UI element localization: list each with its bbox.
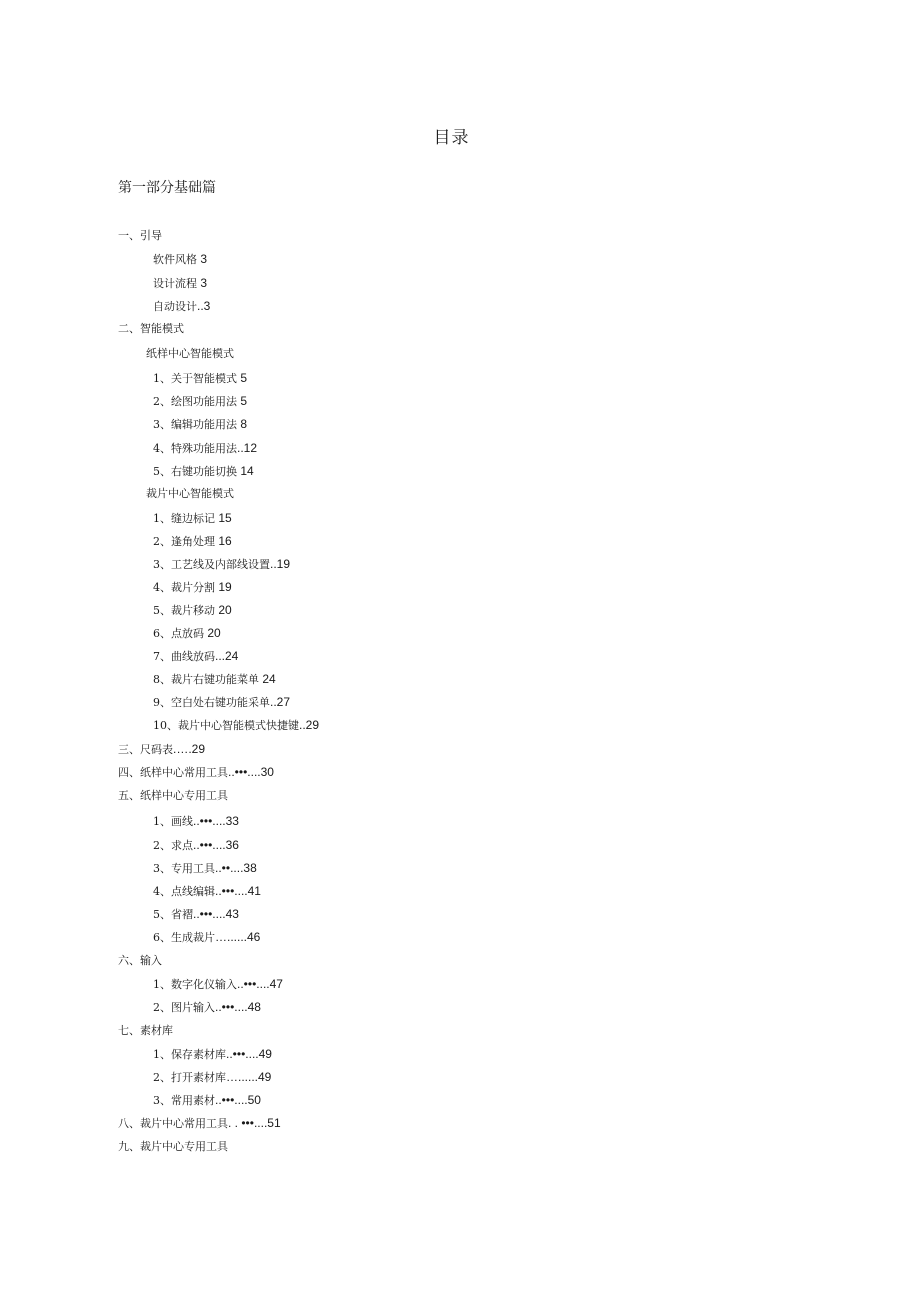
toc-entry: [153, 671, 276, 688]
toc-page-number: 20: [204, 626, 221, 640]
toc-entry-text: 3、工艺线及内部线设置: [153, 558, 270, 571]
toc-page-number: ..•••....49: [226, 1047, 272, 1061]
toc-page-number: …......46: [215, 930, 261, 944]
toc-entry-text: 3、专用工具: [153, 862, 215, 875]
toc-entry: [153, 1046, 272, 1063]
toc-entry: [153, 625, 221, 642]
toc-entry-text: 八、裁片中心常用工具: [118, 1117, 228, 1130]
toc-entry-text: 2、绘图功能用法: [153, 395, 237, 408]
toc-section-heading: [118, 321, 184, 337]
toc-entry-text: 6、生成裁片: [153, 931, 215, 944]
toc-page-number: . . •••....51: [228, 1116, 281, 1130]
toc-entry: [153, 463, 254, 480]
toc-entry: [153, 883, 261, 900]
toc-page-number: ..••....38: [215, 861, 257, 875]
toc-entry: [153, 999, 261, 1016]
toc-entry-text: 7、曲线放码: [153, 650, 215, 663]
toc-entry: [153, 860, 257, 877]
toc-entry-text: 4、特殊功能用法: [153, 442, 237, 455]
toc-entry-text: 2、求点: [153, 839, 193, 852]
toc-entry-text: 裁片中心智能模式: [146, 487, 234, 500]
toc-entry-text: 1、画线: [153, 815, 193, 828]
toc-page-number: ..12: [237, 441, 258, 455]
toc-entry: [153, 533, 232, 550]
toc-page-number: ..•••....33: [193, 814, 239, 828]
toc-section-heading: [118, 228, 162, 244]
toc-page-number: ..•••....50: [215, 1093, 261, 1107]
page-title: 目录: [433, 128, 470, 148]
toc-page-number: ..•••....30: [228, 765, 274, 779]
toc-page-number: ..•••....41: [215, 884, 261, 898]
toc-section-heading: [118, 764, 274, 781]
toc-entry-text: 软件风格: [153, 253, 197, 266]
toc-entry: [153, 416, 247, 433]
toc-page-number: 3: [197, 276, 208, 290]
toc-entry: [153, 251, 207, 268]
toc-page-number: ..3: [197, 299, 211, 313]
toc-page-number: ..27: [270, 695, 291, 709]
toc-page-number: 5: [237, 371, 248, 385]
toc-entry-text: 1、数字化仪输入: [153, 978, 237, 991]
toc-entry-text: 三、尺码表: [118, 743, 173, 756]
toc-entry-text: 5、省褶: [153, 908, 193, 921]
toc-entry-text: 四、纸样中心常用工具: [118, 766, 228, 779]
toc-page-number: ..19: [270, 557, 291, 571]
toc-entry: [153, 275, 207, 292]
toc-entry-text: 六、输入: [118, 954, 162, 967]
toc-entry-text: 4、点线编辑: [153, 885, 215, 898]
toc-entry: [153, 694, 290, 711]
toc-entry: [153, 813, 239, 830]
toc-page-number: ..•••....36: [193, 838, 239, 852]
toc-page-number: 20: [215, 603, 232, 617]
toc-entry-text: 4、裁片分割: [153, 581, 215, 594]
toc-entry-text: 5、裁片移动: [153, 604, 215, 617]
toc-section-heading: [118, 741, 205, 758]
toc-entry-text: 1、关于智能模式: [153, 372, 237, 385]
toc-entry-text: 自动设计: [153, 300, 197, 313]
part-heading: 第一部分基础篇: [118, 180, 216, 196]
toc-entry-text: 设计流程: [153, 277, 197, 290]
toc-entry: [153, 976, 283, 993]
toc-entry-text: 2、逢角处理: [153, 535, 215, 548]
toc-subsection-heading: [146, 346, 234, 362]
toc-entry-text: 3、常用素材: [153, 1094, 215, 1107]
toc-page-number: ..•••....48: [215, 1000, 261, 1014]
toc-page-number: ..•••....43: [193, 907, 239, 921]
toc-entry: [153, 298, 210, 315]
toc-page-number: 19: [215, 580, 232, 594]
toc-section-heading: [118, 1023, 173, 1039]
toc-entry-text: 七、素材库: [118, 1024, 173, 1037]
toc-entry: [153, 393, 247, 410]
toc-entry-text: 9、空白处右键功能采单: [153, 696, 270, 709]
toc-entry: [153, 556, 290, 573]
toc-entry-text: 1、缝边标记: [153, 512, 215, 525]
toc-page-number: 5: [237, 394, 248, 408]
toc-entry: [153, 370, 247, 387]
toc-page-number: .….29: [173, 742, 206, 756]
toc-page-number: 3: [197, 252, 208, 266]
toc-entry: [153, 906, 239, 923]
toc-entry: [153, 837, 239, 854]
toc-page-number: ...24: [215, 649, 239, 663]
toc-entry-text: 九、裁片中心专用工具: [118, 1140, 228, 1153]
toc-entry-text: 纸样中心智能模式: [146, 347, 234, 360]
toc-page-number: 15: [215, 511, 232, 525]
toc-section-heading: [118, 953, 162, 969]
toc-section-heading: [118, 1115, 281, 1132]
toc-page-number: 16: [215, 534, 232, 548]
toc-page-number: …......49: [226, 1070, 272, 1084]
toc-entry-text: 5、右键功能切换: [153, 465, 237, 478]
toc-entry-text: 3、编辑功能用法: [153, 418, 237, 431]
toc-entry: [153, 579, 232, 596]
toc-entry: [153, 648, 238, 665]
toc-entry: [153, 440, 257, 457]
toc-entry-text: 五、纸样中心专用工具: [118, 789, 228, 802]
toc-entry-text: 6、点放码: [153, 627, 204, 640]
toc-page-number: ..•••....47: [237, 977, 283, 991]
toc-entry: [153, 602, 232, 619]
toc-entry-text: 1、保存素材库: [153, 1048, 226, 1061]
toc-page-number: ..29: [299, 718, 320, 732]
toc-entry-text: 2、图片输入: [153, 1001, 215, 1014]
toc-section-heading: [118, 788, 228, 804]
toc-page-number: 24: [259, 672, 276, 686]
toc-page-number: 8: [237, 417, 248, 431]
toc-entry-text: 一、引导: [118, 229, 162, 242]
toc-entry-text: 8、裁片右键功能菜单: [153, 673, 259, 686]
toc-subsection-heading: [146, 486, 234, 502]
toc-entry: [153, 929, 260, 946]
toc-section-heading: [118, 1139, 228, 1155]
toc-page-number: 14: [237, 464, 254, 478]
toc-entry: [153, 510, 232, 527]
toc-entry-text: 10、裁片中心智能模式快捷键: [153, 719, 299, 732]
toc-entry: [153, 1092, 261, 1109]
toc-entry: [153, 717, 319, 734]
toc-entry-text: 2、打开素材库: [153, 1071, 226, 1084]
toc-entry-text: 二、智能模式: [118, 322, 184, 335]
toc-entry: [153, 1069, 271, 1086]
